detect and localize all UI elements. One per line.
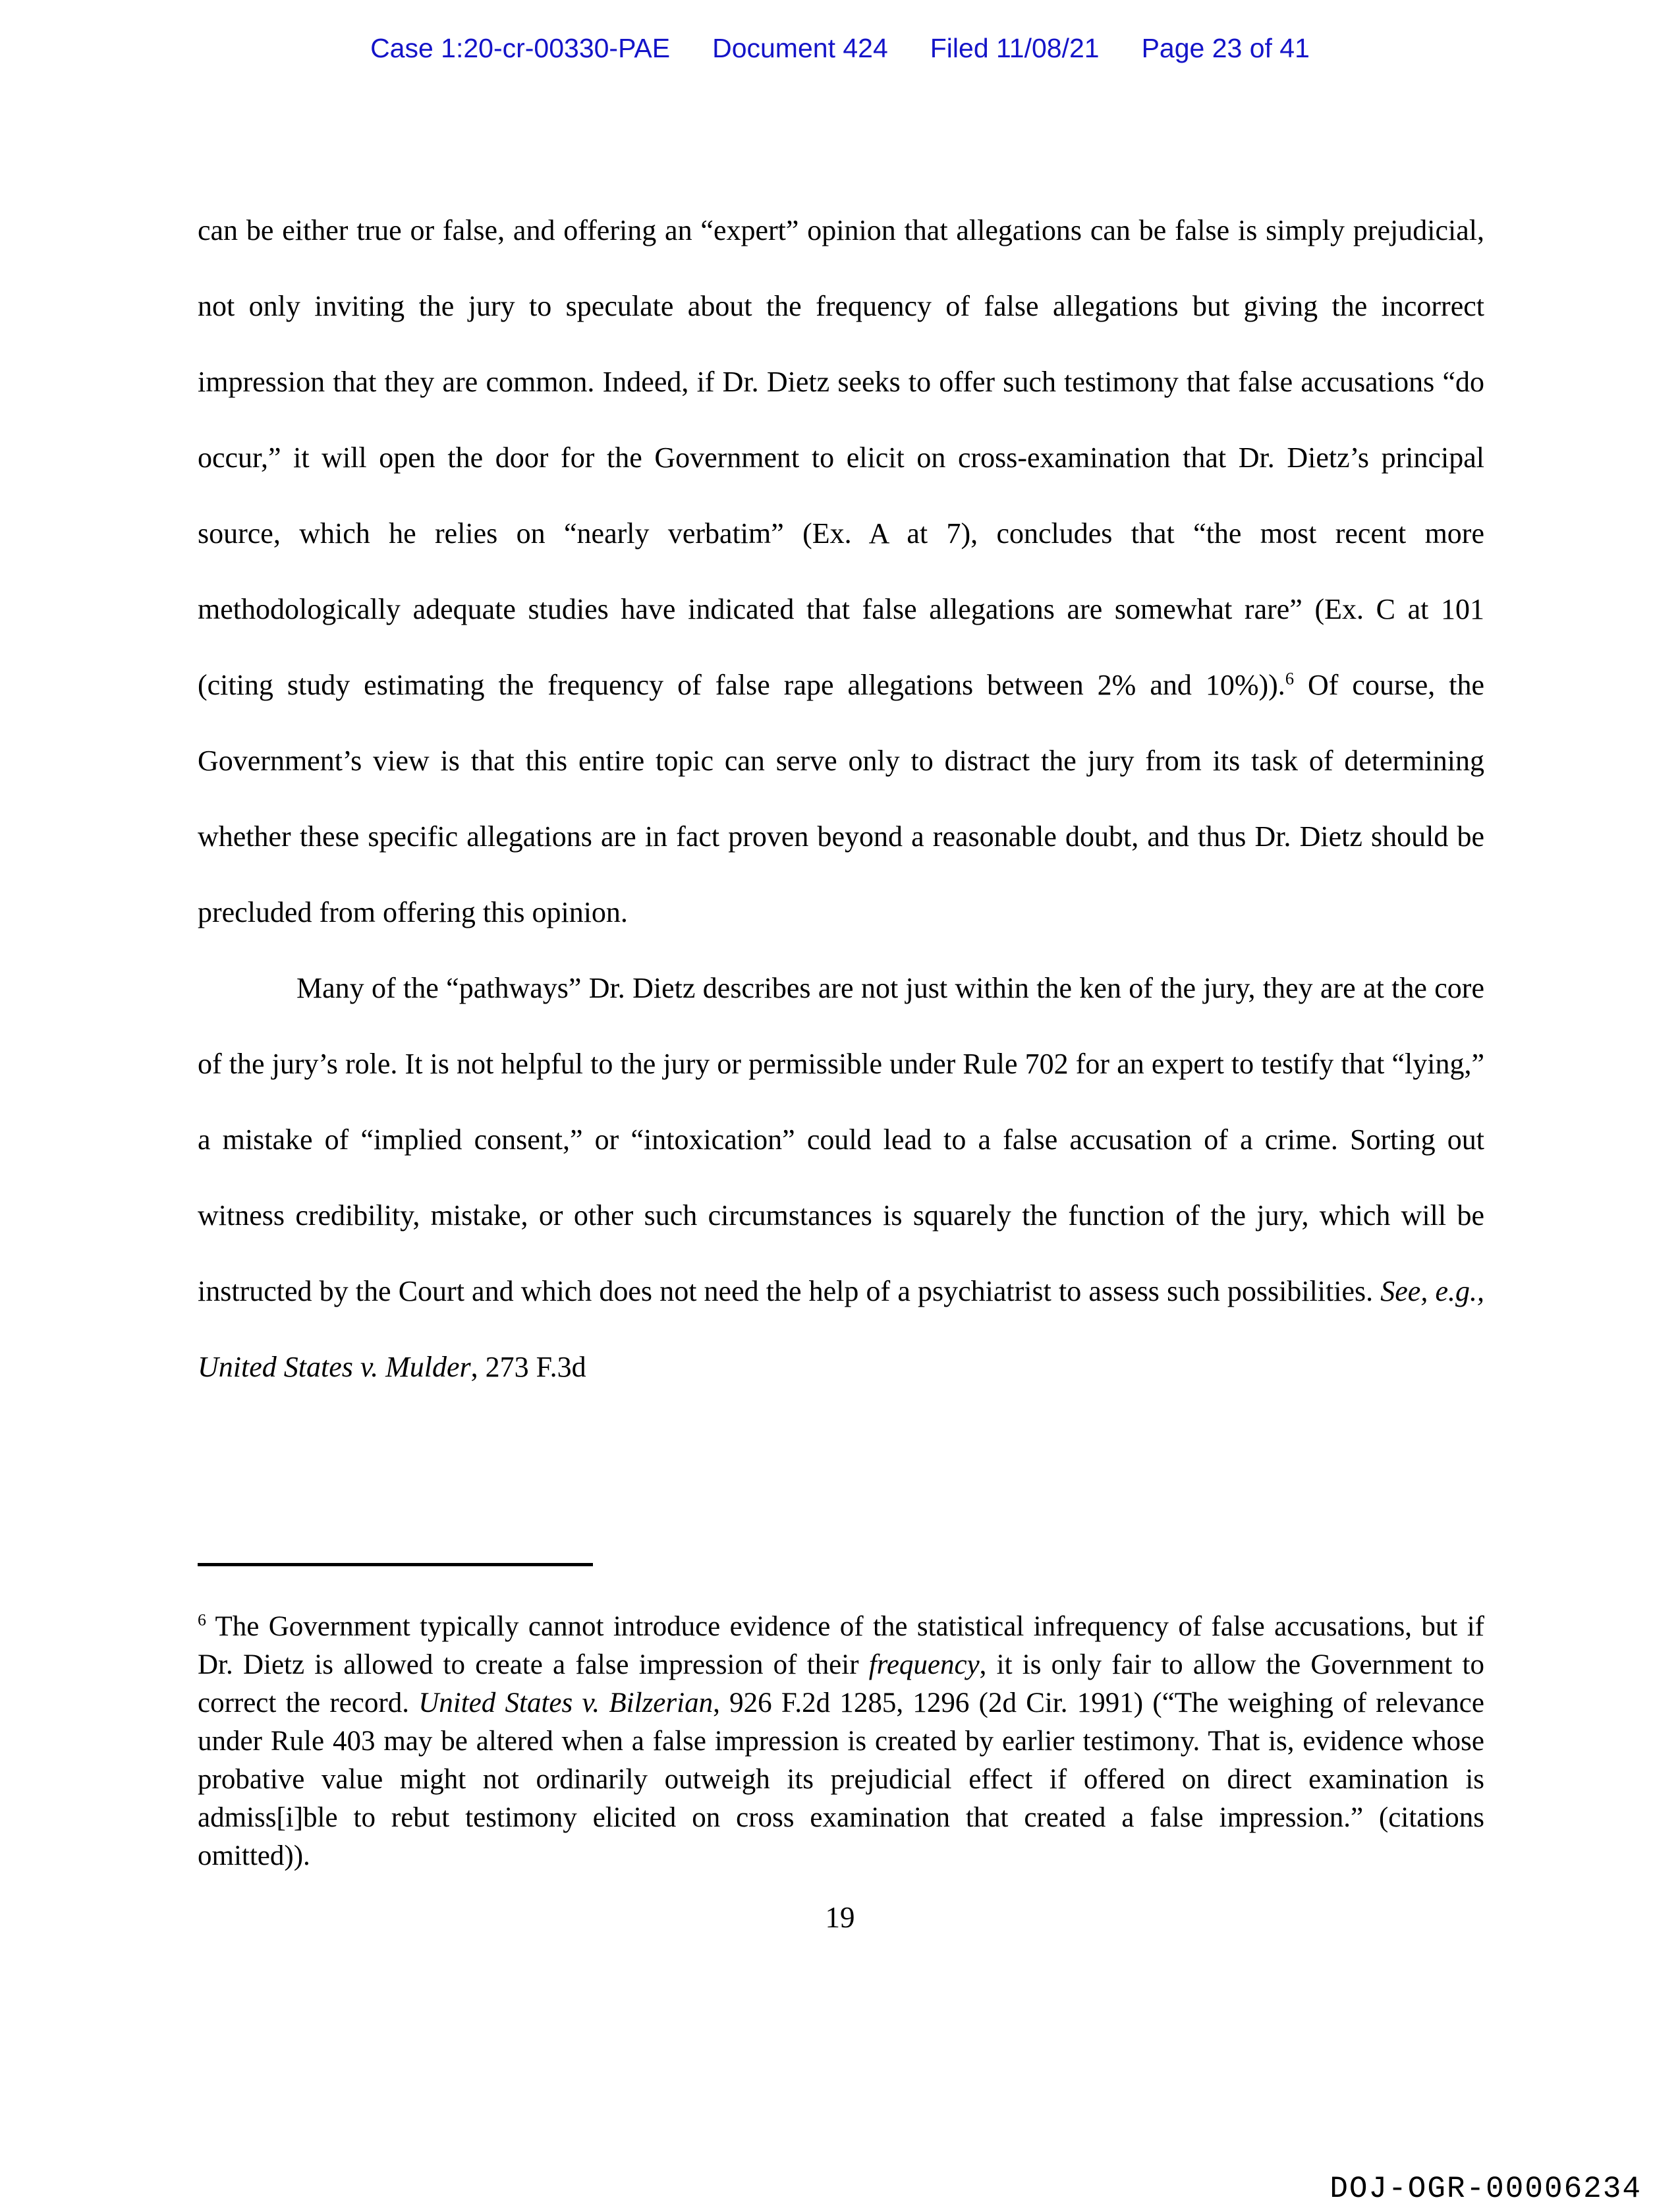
header-document-number: Document 424 (712, 33, 888, 63)
text-run: The Government typically cannot introduce evidence of the statistical infrequency of false accusations, but if Dr. Dietz is allowed to create a false impression of their (198, 1611, 1484, 1680)
footnote-reference: 6 (198, 1610, 206, 1630)
text-run: frequency (868, 1649, 980, 1680)
ecf-header (0, 33, 1680, 64)
page-number: 19 (825, 1901, 855, 1934)
text-run: Many of the “pathways” Dr. Dietz describes are not just within the ken of the jury, they are at the core of the jury’s role. It is not helpful to the jury or permissible under Rule 702 for an expert to testify that “lying,” a mistake of “implied consent,” or “intoxication” could lead to a false accusation of a crime. Sorting out witness credibility, mistake, or other such circumstances is squarely the function of the jury, which will be instructed by the Court and which does not need the help of a psychiatrist to assess such possibilities. (198, 972, 1484, 1307)
text-run: United States v. Mulder (198, 1351, 471, 1383)
text-run: , it is only fair to allow the Government to correct the record. (198, 1649, 1484, 1718)
footnote-reference: 6 (1285, 668, 1295, 689)
text-run: can be either true or false, and offering an “expert” opinion that allegations can be false is simply prejudicial, not only inviting the jury to speculate about the frequency of false allegations but giving the incorrect impression that they are common. Indeed, if Dr. Dietz seeks to offer such testimony that false accusations “do occur,” it will open the door for the Government to elicit on cross-examination that Dr. Dietz’s principal source, which he relies on “nearly verbatim” (Ex. A at 7), concludes that “the most recent more methodologically adequate studies have indicated that false allegations are somewhat rare” (Ex. C at 101 (citing study estimating the frequency of false rape allegations between 2% and 10%)). (198, 214, 1484, 701)
text-run: Of course, the Government’s view is that this entire topic can serve only to distract the jury from its task of determining whether these specific allegations are in fact proven beyond a reasonable doubt, and thus Dr. Dietz should be precluded from offering this opinion. (198, 669, 1485, 928)
body-paragraph (198, 192, 1484, 950)
text-run: , 273 F.3d (470, 1351, 586, 1383)
text-run: See, e.g., (1380, 1275, 1484, 1307)
header-page-info: Page 23 of 41 (1141, 33, 1310, 63)
bates-stamp: DOJ-OGR-00006234 (1330, 2172, 1642, 2206)
document-body (198, 192, 1484, 1405)
header-case-number: Case 1:20-cr-00330-PAE (370, 33, 671, 63)
text-run: United States v. Bilzerian (418, 1687, 714, 1718)
footnote-separator (198, 1563, 593, 1566)
footnote (198, 1608, 1484, 1875)
text-run: , 926 F.2d 1285, 1296 (2d Cir. 1991) (“The weighing of relevance under Rule 403 may be altered when a false impression is created by earlier testimony. That is, evidence whose probative value might not ordinarily outweigh its prejudicial effect if offered on direct examination is admiss[i]ble to rebut testimony elicited on cross examination that created a false impression.” (citations omitted)). (198, 1687, 1484, 1871)
header-filed-date: Filed 11/08/21 (930, 33, 1100, 63)
body-paragraph (198, 950, 1484, 1405)
